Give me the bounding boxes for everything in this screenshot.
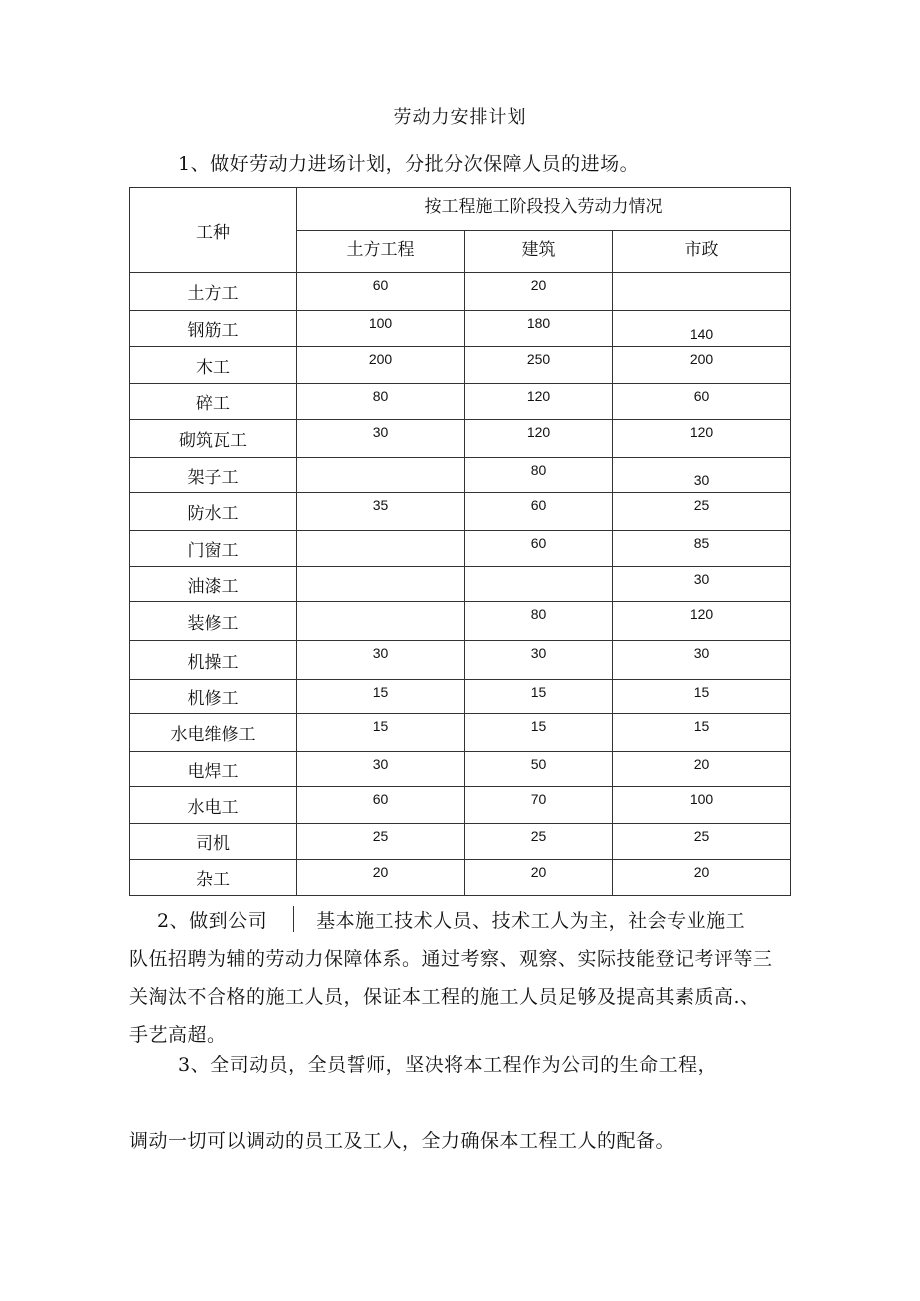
trade-name: 油漆工: [130, 567, 297, 602]
count-muni: [613, 273, 791, 311]
paragraph-4: 调动一切可以调动的员工及工人，全力确保本工程工人的配备。: [129, 1130, 676, 1152]
count-build: 180: [465, 311, 613, 347]
header-trade: 工种: [130, 188, 297, 273]
trade-name: 土方工: [130, 273, 297, 311]
count-earth: [297, 531, 465, 567]
count-earth: 25: [297, 824, 465, 860]
count-earth: 15: [297, 680, 465, 714]
count-earth: 30: [297, 641, 465, 680]
count-earth: 35: [297, 493, 465, 531]
trade-name: 杂工: [130, 860, 297, 896]
count-muni: 100: [613, 787, 791, 824]
trade-name: 机修工: [130, 680, 297, 714]
table-row: [130, 680, 791, 714]
trade-name: 机操工: [130, 641, 297, 680]
count-muni: 140: [613, 311, 791, 347]
count-build: [465, 567, 613, 602]
trade-name: 碎工: [130, 384, 297, 420]
table-row: [130, 752, 791, 787]
count-muni: 120: [613, 602, 791, 641]
count-build: 30: [465, 641, 613, 680]
count-earth: 100: [297, 311, 465, 347]
count-muni: 20: [613, 860, 791, 896]
divider: [293, 906, 294, 932]
count-build: 25: [465, 824, 613, 860]
table-row: [130, 567, 791, 602]
count-muni: 20: [613, 752, 791, 787]
table-row: [130, 531, 791, 567]
table-row: [130, 493, 791, 531]
count-earth: 20: [297, 860, 465, 896]
trade-name: 水电维修工: [130, 714, 297, 752]
trade-name: 木工: [130, 347, 297, 384]
count-build: 60: [465, 493, 613, 531]
table-row: [130, 860, 791, 896]
table-row: [130, 347, 791, 384]
count-earth: [297, 567, 465, 602]
count-earth: 60: [297, 273, 465, 311]
trade-name: 水电工: [130, 787, 297, 824]
paragraph-3: 3、全司动员，全员誓师，坚决将本工程作为公司的生命工程，: [178, 1054, 718, 1076]
count-earth: 15: [297, 714, 465, 752]
count-muni: 25: [613, 493, 791, 531]
count-build: 15: [465, 680, 613, 714]
trade-name: 电焊工: [130, 752, 297, 787]
table-row: [130, 458, 791, 493]
subheader-municipal: 市政: [613, 231, 791, 273]
table-row: [130, 824, 791, 860]
count-muni: 120: [613, 420, 791, 458]
trade-name: 防水工: [130, 493, 297, 531]
paragraph-2-line2: 队伍招聘为辅的劳动力保障体系。通过考察、观察、实际技能登记考评等三: [129, 948, 773, 970]
trade-name: 门窗工: [130, 531, 297, 567]
table-row: [130, 714, 791, 752]
count-build: 20: [465, 860, 613, 896]
trade-name: 砌筑瓦工: [130, 420, 297, 458]
count-earth: [297, 602, 465, 641]
count-build: 70: [465, 787, 613, 824]
table-row: [130, 273, 791, 311]
count-earth: [297, 458, 465, 493]
count-build: 250: [465, 347, 613, 384]
count-muni: 85: [613, 531, 791, 567]
table-body: [130, 273, 791, 896]
count-earth: 80: [297, 384, 465, 420]
subheader-building: 建筑: [465, 231, 613, 273]
count-earth: 30: [297, 420, 465, 458]
count-earth: 200: [297, 347, 465, 384]
paragraph-2: [129, 902, 799, 1054]
trade-name: 装修工: [130, 602, 297, 641]
subheader-earthwork: 土方工程: [297, 231, 465, 273]
table-row: [130, 602, 791, 641]
table-row: [130, 311, 791, 347]
count-muni: 200: [613, 347, 791, 384]
table-row: [130, 641, 791, 680]
count-muni: 15: [613, 680, 791, 714]
count-build: 120: [465, 384, 613, 420]
trade-name: 架子工: [130, 458, 297, 493]
paragraph-2-lead: 2、做到公司: [157, 910, 268, 932]
count-muni: 30: [613, 458, 791, 493]
paragraph-2-rest: 基本施工技术人员、技术工人为主，社会专业施工: [316, 910, 746, 932]
count-muni: 25: [613, 824, 791, 860]
count-muni: 30: [613, 641, 791, 680]
count-build: 80: [465, 458, 613, 493]
header-group: 按工程施工阶段投入劳动力情况: [297, 188, 791, 231]
paragraph-2-line3: 关淘汰不合格的施工人员，保证本工程的施工人员足够及提高其素质高.、: [129, 986, 760, 1008]
count-build: 60: [465, 531, 613, 567]
paragraph-2-line4: 手艺高超。: [129, 1024, 227, 1046]
count-earth: 60: [297, 787, 465, 824]
table-row: [130, 420, 791, 458]
count-build: 15: [465, 714, 613, 752]
labor-table: [129, 187, 791, 896]
count-build: 80: [465, 602, 613, 641]
count-earth: 30: [297, 752, 465, 787]
count-muni: 60: [613, 384, 791, 420]
count-muni: 15: [613, 714, 791, 752]
trade-name: 司机: [130, 824, 297, 860]
trade-name: 钢筋工: [130, 311, 297, 347]
table-row: [130, 384, 791, 420]
count-build: 20: [465, 273, 613, 311]
count-build: 120: [465, 420, 613, 458]
page-title: 劳动力安排计划: [393, 107, 527, 128]
paragraph-1: 1、做好劳动力进场计划，分批分次保障人员的进场。: [178, 153, 640, 175]
count-muni: 30: [613, 567, 791, 602]
table-row: [130, 787, 791, 824]
count-build: 50: [465, 752, 613, 787]
